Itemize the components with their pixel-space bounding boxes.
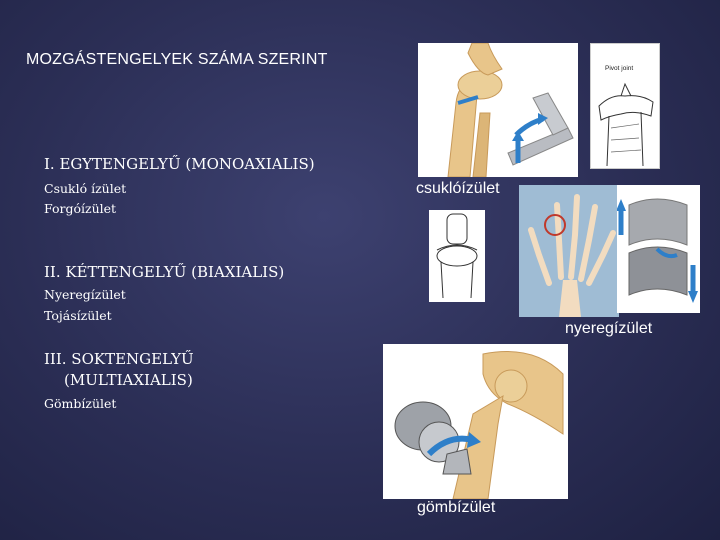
caption-hinge-joint: csuklóízület	[416, 180, 500, 197]
section-2-heading: II. KÉTTENGELYŰ (BIAXIALIS)	[44, 263, 285, 281]
section-1-heading: I. EGYTENGELYŰ (MONOAXIALIS)	[44, 155, 315, 173]
pivot-joint-image	[590, 43, 660, 169]
page-title: MOZGÁSTENGELYEK SZÁMA SZERINT	[26, 51, 328, 68]
section-1-item-1: Csukló ízület	[44, 181, 127, 196]
caption-ball-joint: gömbízület	[417, 499, 496, 516]
section-2-item-2: Tojásízület	[44, 308, 112, 323]
pivot-schematic-image	[429, 210, 485, 302]
elbow-hinge-joint-image	[418, 43, 578, 177]
hand-xray-image	[519, 185, 619, 317]
saddle-joint-model-image	[617, 185, 700, 313]
section-3-heading-line2: (MULTIAXIALIS)	[64, 371, 193, 389]
section-2-item-1: Nyeregízület	[44, 287, 126, 302]
pivot-joint-label: Pivot joint	[605, 65, 634, 72]
hip-ball-joint-image	[383, 344, 568, 499]
caption-saddle-joint: nyeregízület	[565, 320, 653, 337]
section-3-heading-line1: III. SOKTENGELYŰ	[44, 350, 194, 368]
section-1-item-2: Forgóízület	[44, 201, 117, 216]
section-3-item-1: Gömbízület	[44, 396, 117, 411]
